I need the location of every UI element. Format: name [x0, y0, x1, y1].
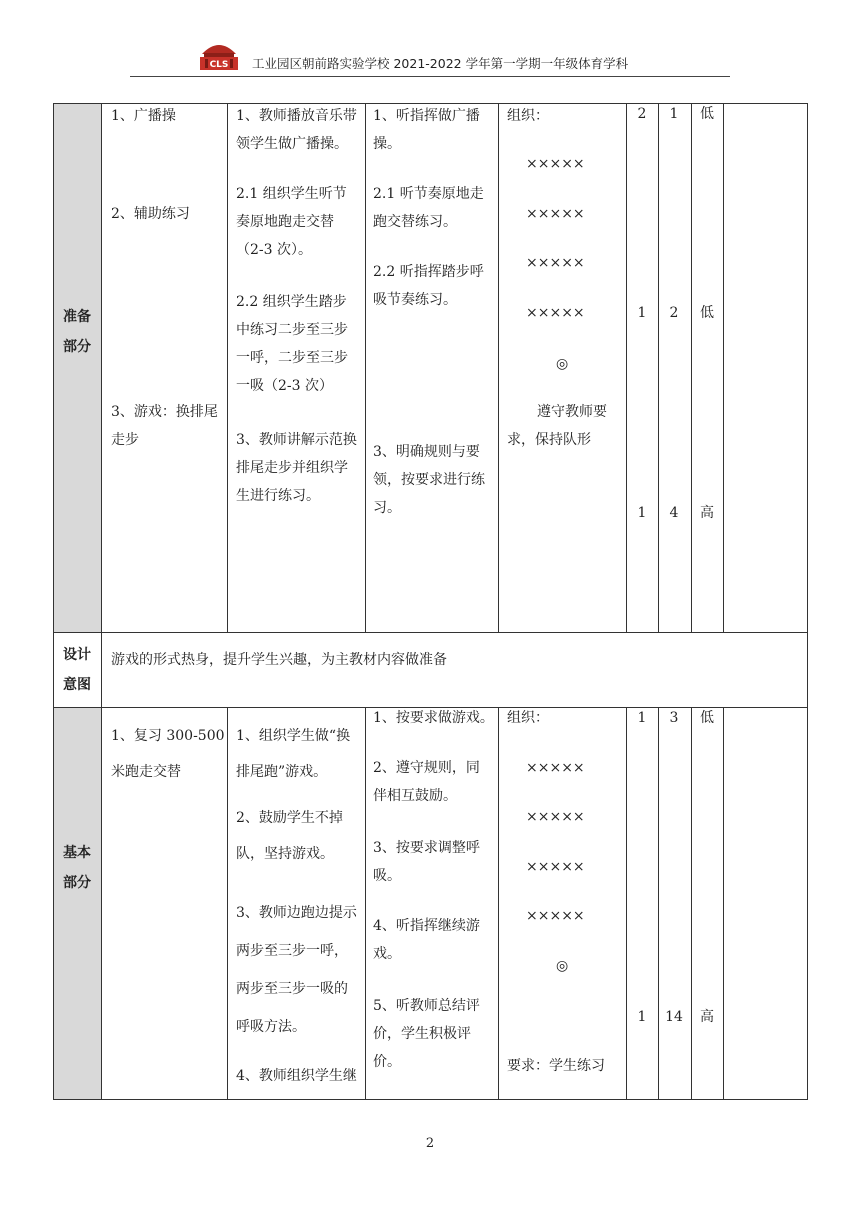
formation-row: ××××× — [526, 305, 585, 321]
formation-row: ××××× — [526, 760, 585, 776]
formation-row: ××××× — [526, 809, 585, 825]
stat-minutes: 2 — [669, 305, 679, 321]
header-title: 工业园区朝前路实验学校 2021-2022 学年第一学期一年级体育学科 — [252, 56, 629, 71]
stat-intensity: 高 — [700, 1009, 714, 1025]
stat-minutes: 3 — [669, 710, 679, 726]
org-title: 组织： — [507, 108, 549, 124]
teacher-position-symbol: ◎ — [556, 958, 569, 974]
svg-text:CLS: CLS — [209, 60, 229, 70]
stat-count: 2 — [637, 106, 647, 122]
formation-row: ××××× — [526, 859, 585, 875]
teacher-activity: 3、教师讲解示范换 排尾走步并组织学 生进行练习。 — [236, 432, 357, 504]
stat-count: 1 — [637, 710, 647, 726]
teacher-activity: 2.2 组织学生踏步 中练习二步至三步 一呼，二步至三步 一吸（2-3 次） — [236, 294, 348, 394]
teacher-activity: 1、组织学生做“换 排尾跑”游戏。 — [236, 728, 351, 780]
stat-intensity: 低 — [700, 106, 714, 122]
stat-intensity: 低 — [700, 710, 714, 726]
section-label-prep: 准备 部分 — [63, 309, 91, 355]
student-activity: 3、按要求调整呼 吸。 — [373, 840, 480, 884]
school-logo — [196, 38, 242, 72]
student-activity: 1、按要求做游戏。 — [373, 710, 494, 726]
student-activity: 2.1 听节奏原地走 跑交替练习。 — [373, 186, 484, 230]
design-intent-label: 设计 意图 — [63, 647, 91, 693]
content-item: 3、游戏：换排尾 走步 — [111, 404, 218, 448]
student-activity: 4、听指挥继续游 戏。 — [373, 918, 480, 962]
content-item: 2、辅助练习 — [111, 206, 190, 222]
stat-minutes: 4 — [669, 505, 679, 521]
content-item: 1、广播操 — [111, 108, 176, 124]
teacher-activity: 4、教师组织学生继 — [236, 1068, 357, 1084]
page-header — [130, 38, 730, 77]
page-number: 2 — [425, 1136, 435, 1151]
teacher-activity: 1、教师播放音乐带 领学生做广播操。 — [236, 108, 357, 152]
label-cell-shade — [53, 103, 101, 633]
student-activity: 3、明确规则与要 领，按要求进行练 习。 — [373, 444, 485, 516]
org-title: 组织： — [507, 710, 549, 726]
student-activity: 2.2 听指挥踏步呼 吸节奏练习。 — [373, 264, 484, 308]
design-intent-text: 游戏的形式热身，提升学生兴趣，为主教材内容做准备 — [111, 652, 447, 668]
label-cell-shade — [53, 708, 101, 1100]
formation-row: ××××× — [526, 156, 585, 172]
formation-row: ××××× — [526, 255, 585, 271]
stat-count: 1 — [637, 505, 647, 521]
student-activity: 1、听指挥做广播 操。 — [373, 108, 480, 152]
stat-count: 1 — [637, 1009, 647, 1025]
teacher-position-symbol: ◎ — [556, 356, 569, 372]
org-note: 遵守教师要 求，保持队形 — [507, 404, 607, 448]
formation-row: ××××× — [526, 908, 585, 924]
formation-row: ××××× — [526, 206, 585, 222]
content-item: 1、复习 300-500 米跑走交替 — [111, 728, 225, 780]
stat-minutes: 14 — [665, 1009, 683, 1025]
org-note: 要求：学生练习 — [507, 1058, 605, 1074]
teacher-activity: 2、鼓励学生不掉 队，坚持游戏。 — [236, 810, 343, 862]
student-activity: 5、听教师总结评 价，学生积极评 价。 — [373, 998, 480, 1070]
stat-minutes: 1 — [669, 106, 679, 122]
section-label-basic: 基本 部分 — [63, 845, 91, 891]
student-activity: 2、遵守规则，同 伴相互鼓励。 — [373, 760, 480, 804]
teacher-activity: 3、教师边跑边提示 两步至三步一呼， 两步至三步一吸的 呼吸方法。 — [236, 905, 357, 1035]
stat-intensity: 低 — [700, 305, 714, 321]
teacher-activity: 2.1 组织学生听节 奏原地跑走交替 （2-3 次）。 — [236, 186, 347, 258]
stat-intensity: 高 — [700, 505, 714, 521]
stat-count: 1 — [637, 305, 647, 321]
